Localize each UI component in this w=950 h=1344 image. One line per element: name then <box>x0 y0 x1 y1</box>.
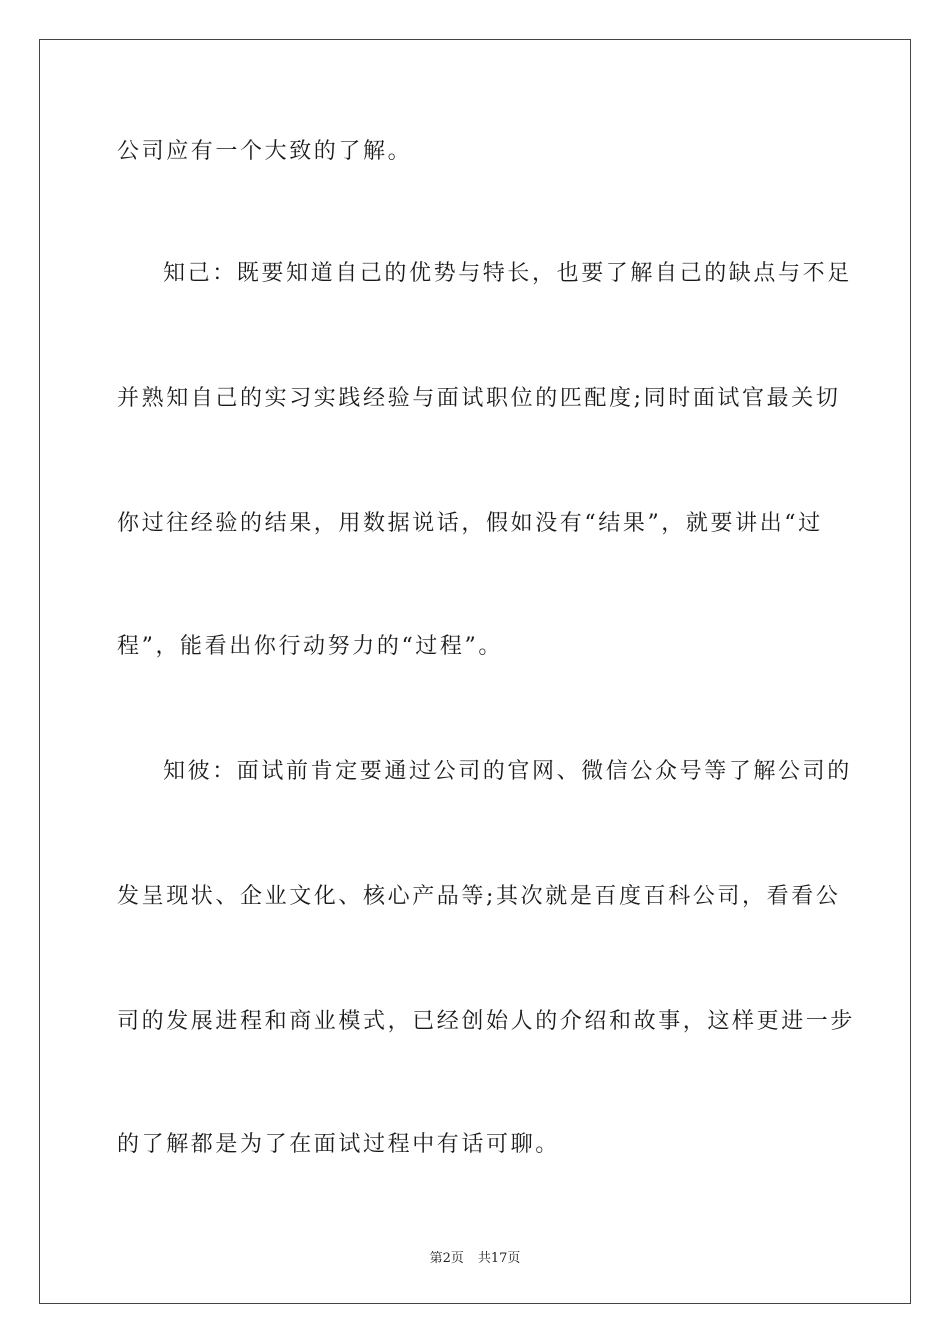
page-number: 第2页 <box>429 1251 464 1266</box>
paragraph-line: 程”，能看出你行动努力的“过程”。 <box>117 634 503 659</box>
paragraph-line: 知己：既要知道自己的优势与特长，也要了解自己的缺点与不足 <box>163 261 852 286</box>
paragraph-line: 的了解都是为了在面试过程中有话可聊。 <box>117 1132 560 1157</box>
paragraph-line: 并熟知自己的实习实践经验与面试职位的匹配度;同时面试官最关切 <box>117 386 841 411</box>
paragraph-line: 你过往经验的结果，用数据说话，假如没有“结果”，就要讲出“过 <box>117 511 823 536</box>
paragraph-line: 公司应有一个大致的了解。 <box>117 139 413 164</box>
page-frame <box>39 39 911 1304</box>
paragraph-line: 司的发展进程和商业模式，已经创始人的介绍和故事，这样更进一步 <box>117 1009 856 1034</box>
page-total: 共17页 <box>477 1251 521 1266</box>
page-footer <box>0 1247 950 1266</box>
paragraph-line: 发呈现状、企业文化、核心产品等;其次就是百度百科公司，看看公 <box>117 884 841 909</box>
paragraph-line: 知彼：面试前肯定要通过公司的官网、微信公众号等了解公司的 <box>163 759 852 784</box>
